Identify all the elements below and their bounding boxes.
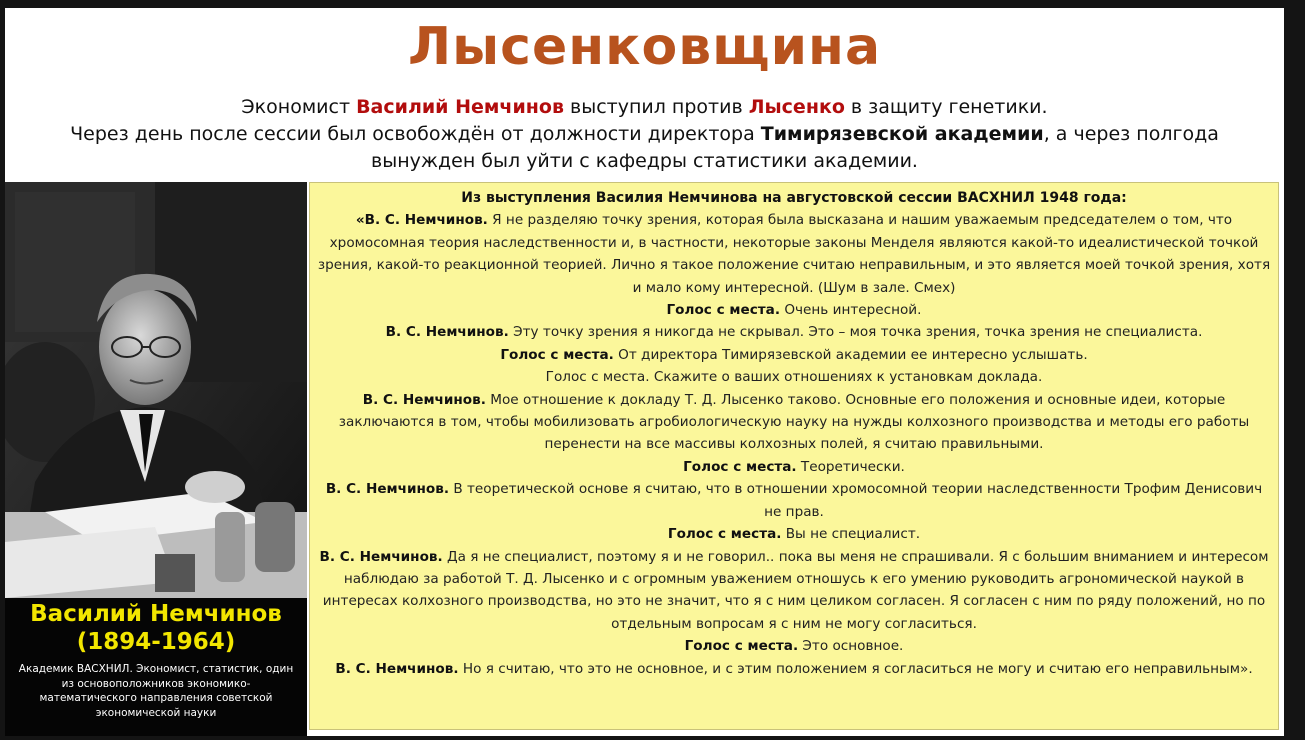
quote-paragraph bbox=[316, 321, 1272, 343]
page-title: Лысенковщина bbox=[407, 17, 882, 77]
quote-paragraph bbox=[316, 546, 1272, 636]
quote-paragraph bbox=[316, 344, 1272, 366]
speech-text: Эту точку зрения я никогда не скрывал. Это – моя точка зрения, точка зрения не специалиста. bbox=[508, 324, 1203, 341]
speech-text: В теоретической основе я считаю, что в отношении хромосомной теории наследственности Трофим Денисович не прав. bbox=[449, 481, 1263, 520]
intro-text-part: выступил против bbox=[563, 96, 749, 118]
quote-paragraph bbox=[316, 523, 1272, 545]
portrait-caption: Академик ВАСХНИЛ. Экономист, статистик, один из основоположников экономико-математического направления советской экономической науки bbox=[18, 663, 294, 719]
speaker-label: В. С. Немчинов. bbox=[385, 324, 509, 341]
quote-paragraph bbox=[316, 456, 1272, 478]
quote-paragraph bbox=[316, 635, 1272, 657]
highlight-name: Василий Немчинов bbox=[356, 96, 564, 118]
intro-text bbox=[5, 94, 1284, 175]
quote-body bbox=[316, 209, 1272, 680]
quote-paragraph bbox=[316, 209, 1272, 299]
speech-text: Мое отношение к докладу Т. Д. Лысенко таково. Основные его положения и основные идеи, которые заключаются в том, чтобы мобилизовать агробиологическую науку на нужды колхозного производства и методы его работы перенести на все массивы колхозных полей, я считаю правильными. bbox=[338, 391, 1250, 453]
quote-paragraph bbox=[316, 299, 1272, 321]
speaker-label: В. С. Немчинов. bbox=[362, 391, 486, 408]
quote-paragraph bbox=[316, 658, 1272, 680]
portrait-photo bbox=[5, 182, 307, 598]
quote-paragraph bbox=[316, 389, 1272, 456]
slide bbox=[5, 8, 1284, 736]
speaker-label: В. С. Немчинов. bbox=[325, 481, 450, 498]
speech-text: Но я считаю, что это не основное, и с этим положением я согласиться не могу и считаю его неправильным». bbox=[458, 660, 1253, 677]
speech-text: Я не разделяю точку зрения, которая была высказана и нашим уважаемым председателем о том, что хромосомная теория наследственности и, в частности, некоторые законы Менделя являются какой-то идеалистической точкой зрения, какой-то реакционной теорией. Лично я такое положение считаю неправильным, и это является моей точкой зрения, хотя и мало кому интересной. (Шум в зале. Смех) bbox=[317, 212, 1271, 296]
quote-paragraph bbox=[316, 478, 1272, 523]
speaker-label: Голос с места. bbox=[500, 346, 614, 363]
intro-text-part: Экономист bbox=[241, 96, 357, 118]
intro-line-3: вынужден был уйти с кафедры статистики академии. bbox=[371, 150, 918, 172]
intro-line-1 bbox=[5, 94, 1284, 121]
speaker-label: «В. С. Немчинов. bbox=[355, 212, 488, 229]
portrait-name-block bbox=[5, 600, 307, 656]
speaker-label: В. С. Немчинов. bbox=[335, 660, 459, 677]
highlight-institution: Тимирязевской академии bbox=[760, 123, 1044, 145]
speech-text: От директора Тимирязевской академии ее интересно услышать. bbox=[613, 346, 1088, 363]
speech-text: Теоретически. bbox=[796, 458, 905, 475]
quote-paragraph bbox=[316, 366, 1272, 388]
speech-text: Да я не специалист, поэтому я и не говорил.. пока вы меня не спрашивали. Я с большим вниманием и интересом наблюдаю за работой Т. Д. Лысенко и с огромным уважением отношусь к его умению руководить агрономической наукой в интересах колхозного производства, но это не значит, что я с ним целиком согласен. Я согласен с ним по ряду положений, но по отдельным вопросам я с ним не могу согласиться. bbox=[322, 548, 1269, 632]
intro-text-part: в защиту генетики. bbox=[844, 96, 1048, 118]
portrait-panel bbox=[5, 182, 307, 736]
speech-text: Голос с места. Скажите о ваших отношениях к установкам доклада. bbox=[545, 369, 1043, 386]
speaker-label: В. С. Немчинов. bbox=[319, 548, 443, 565]
speaker-label: Голос с места. bbox=[666, 302, 780, 319]
portrait-years: (1894-1964) bbox=[76, 629, 236, 655]
portrait-name: Василий Немчинов bbox=[30, 601, 282, 627]
speech-text: Очень интересной. bbox=[780, 302, 922, 319]
speaker-label: Голос с места. bbox=[667, 526, 782, 543]
speaker-label: Голос с места. bbox=[684, 638, 799, 655]
speaker-label: Голос с места. bbox=[683, 458, 797, 475]
portrait-illustration bbox=[5, 182, 307, 598]
speech-text: Это основное. bbox=[798, 638, 904, 655]
highlight-name: Лысенко bbox=[748, 96, 845, 118]
intro-text-part: Через день после сессии был освобождён от должности директора bbox=[70, 123, 761, 145]
quote-heading: Из выступления Василия Немчинова на августовской сессии ВАСХНИЛ 1948 года: bbox=[461, 190, 1127, 206]
speech-text: Вы не специалист. bbox=[781, 526, 921, 543]
intro-text-part: , а через полгода bbox=[1043, 123, 1219, 145]
intro-line-2 bbox=[5, 121, 1284, 148]
quote-panel bbox=[309, 182, 1279, 730]
